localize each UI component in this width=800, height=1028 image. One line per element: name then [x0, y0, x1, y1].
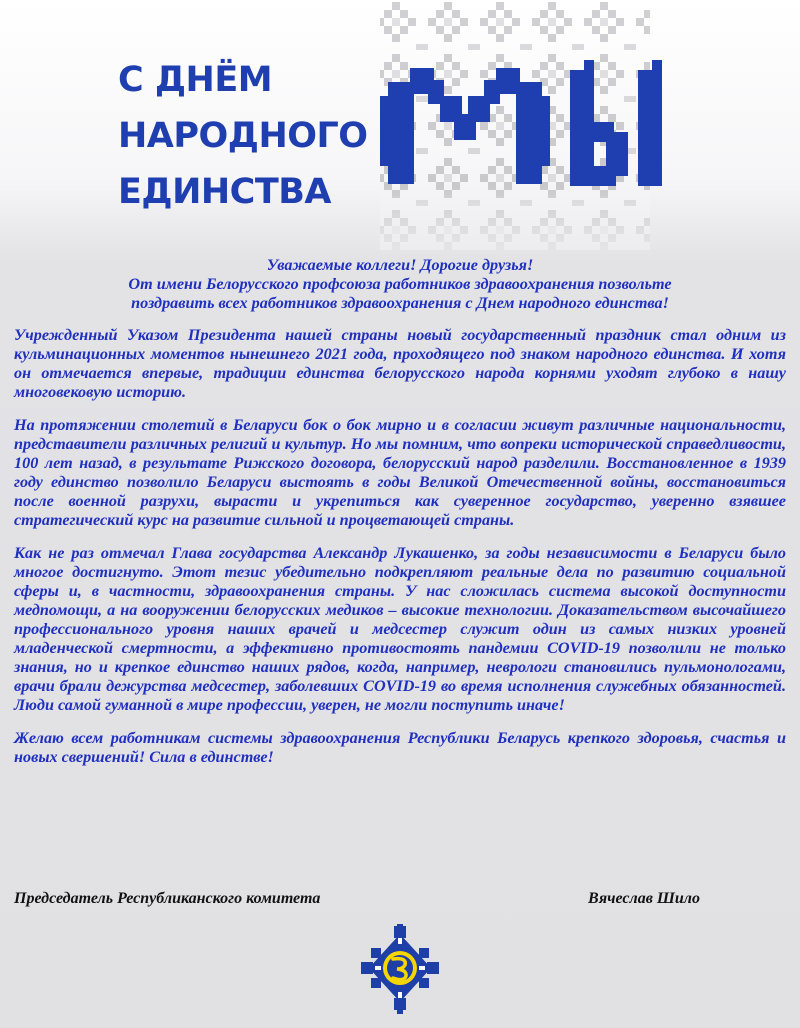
trade-union-emblem-icon	[361, 924, 439, 1016]
congratulation-letter	[14, 256, 786, 767]
big-word-my-icon	[370, 0, 670, 250]
holiday-title-line: НАРОДНОГО	[118, 116, 368, 156]
letter-paragraph: На протяжении столетий в Беларуси бок о бок мирно и в согласии живут различные национальности, представители различных религий и культур. Но мы помним, что вопреки исторической справедливости, 100 лет назад, в результате Рижского договора, белорусский народ разделили. Восстановленное в 1939 году единство позволило Беларуси выстоять в годы Великой Отечественной войны, восстановиться после военной разрухи, вырасти и укрепиться как суверенное государство, уверенно взявшее стратегический курс на развитие сильной и процветающей страны.	[14, 416, 786, 529]
letter-paragraph: Учрежденный Указом Президента нашей страны новый государственный праздник стал одним из кульминационных моментов нынешнего 2021 года, проходящего под знаком народного единства. И хотя он отмечается впервые, традиции единства белорусского народа корнями уходят глубоко в нашу многовековую историю.	[14, 326, 786, 401]
signer-name: Вячеслав Шило	[588, 890, 700, 907]
holiday-banner	[0, 0, 800, 250]
holiday-title-line: ЕДИНСТВА	[118, 172, 331, 212]
signer-position: Председатель Республиканского комитета	[14, 890, 321, 907]
letter-paragraph: Как не раз отмечал Глава государства Александр Лукашенко, за годы независимости в Беларуси было многое достигнуто. Этот тезис убедительно подкрепляют реальные дела по развитию социальной сферы и, в частности, здравоохранения страны. У нас сложилась система высокой доступности медпомощи, а на вооружении белорусских медиков – высокие технологии. Доказательством высочайшего профессионального уровня наших врачей и медсестер служит один из самых низких уровней младенческой смертности, а эффективно противостоять пандемии COVID-19 позволили не только знания, но и крепкое единство наших рядов, когда, например, неврологи становились пульмонологами, врачи брали дежурства медсестер, заболевших COVID-19 во время исполнения служебных обязанностей. Люди самой гуманной в мире профессии, уверен, не могли поступить иначе!	[14, 544, 786, 714]
signature-block	[14, 890, 786, 912]
letter-wishes: Желаю всем работникам системы здравоохранения Республики Беларусь крепкого здоровья, счастья и новых свершений! Сила в единстве!	[14, 729, 786, 766]
holiday-title	[118, 52, 368, 220]
greeting-line: Уважаемые коллеги! Дорогие друзья!	[266, 256, 534, 274]
greeting-line: От имени Белорусского профсоюза работников здравоохранения позвольте	[128, 275, 672, 293]
letter-greeting	[14, 256, 786, 313]
holiday-title-line: С ДНЁМ	[118, 60, 273, 100]
greeting-line: поздравить всех работников здравоохранения с Днем народного единства!	[131, 294, 669, 312]
